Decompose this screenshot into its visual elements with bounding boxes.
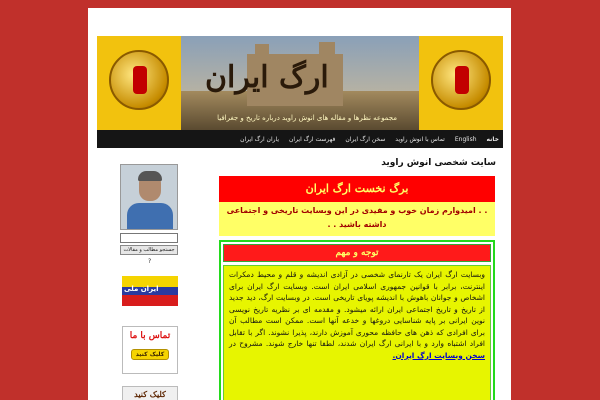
nav-item-home[interactable]: خانه xyxy=(486,135,499,143)
author-photo xyxy=(120,164,178,230)
nav-item-statement[interactable]: سخن ارگ ایران xyxy=(345,135,386,143)
banner-subtitle: مجموعه نظرها و مقاله های انوش راوید درباره تاریخ و جغرافیا xyxy=(217,114,397,122)
contact-ad-title: تماس با ما xyxy=(129,331,171,341)
page-title: برگ نخست ارگ ایران xyxy=(219,176,495,202)
main-nav xyxy=(97,130,503,148)
site-heading: سایت شخصی انوش راوید xyxy=(381,158,496,168)
greeting-text: . . امیدوارم زمان خوب و مفیدی در این وبسایت تاریخی و اجتماعی داشته باشید . . xyxy=(219,202,495,236)
nav-item-contact[interactable]: تماس با انوش راوید xyxy=(395,135,445,143)
notice-body xyxy=(223,265,491,400)
notice-title: توجه و مهم xyxy=(223,244,491,262)
contact-ad[interactable] xyxy=(122,326,178,374)
lion-sun-emblem-right xyxy=(419,36,503,130)
search-note: ? xyxy=(148,258,152,265)
main-content xyxy=(219,176,495,400)
search-button[interactable]: جستجو مطالب و مقالات xyxy=(120,245,178,255)
nav-item-friends[interactable]: یاران ارگ ایران xyxy=(240,135,280,143)
header-banner[interactable] xyxy=(97,36,503,130)
nav-item-english[interactable]: English xyxy=(454,135,477,143)
banner-title: ارگ ایران xyxy=(205,60,329,95)
contact-ad-button[interactable]: کلیک کنید xyxy=(131,349,169,360)
click-ad-title: کلیک کنید xyxy=(134,389,166,399)
click-ad[interactable] xyxy=(122,386,178,400)
page-container xyxy=(88,8,511,400)
flag-ad-text: ایران ملی xyxy=(124,285,159,293)
statement-link[interactable]: سخن وبسایت ارگ ایران. xyxy=(392,350,485,360)
flag-ad-banner[interactable] xyxy=(122,276,178,306)
notice-box xyxy=(219,240,495,400)
nav-item-index[interactable]: فهرست ارگ ایران xyxy=(289,135,336,143)
notice-text: وبسایت ارگ ایران یک تارنمای شخصی در آزادی اندیشه و قلم و محیط دمکرات اینترنت، برابر با قوانین جمهوری اسلامی ایران است. وبسایت ارگ ایران برای اشخاص و جوانان باهوش با اندیشه پویای تاریخی است. در وبسایت ارگ، دید جدید از تاریخ و تاریخ اجتماعی ایران ارائه میشود. و مقدمه ای بر نظریه تاریخ نویسی نوین ایرانی بر پایه شناسایی دروغها و خدعه آنها است. ممکن است مطالب آن برای افرادی که ذهن های حافظه محوری آموزش دارند، پذیرا نشوند. اگر با تقابل افراد اشتباه وارد و با ایرانی ارگ ایران شدند، لطفا تنها خارج شوند. مشروح در xyxy=(229,270,485,348)
search-input[interactable] xyxy=(120,233,178,243)
